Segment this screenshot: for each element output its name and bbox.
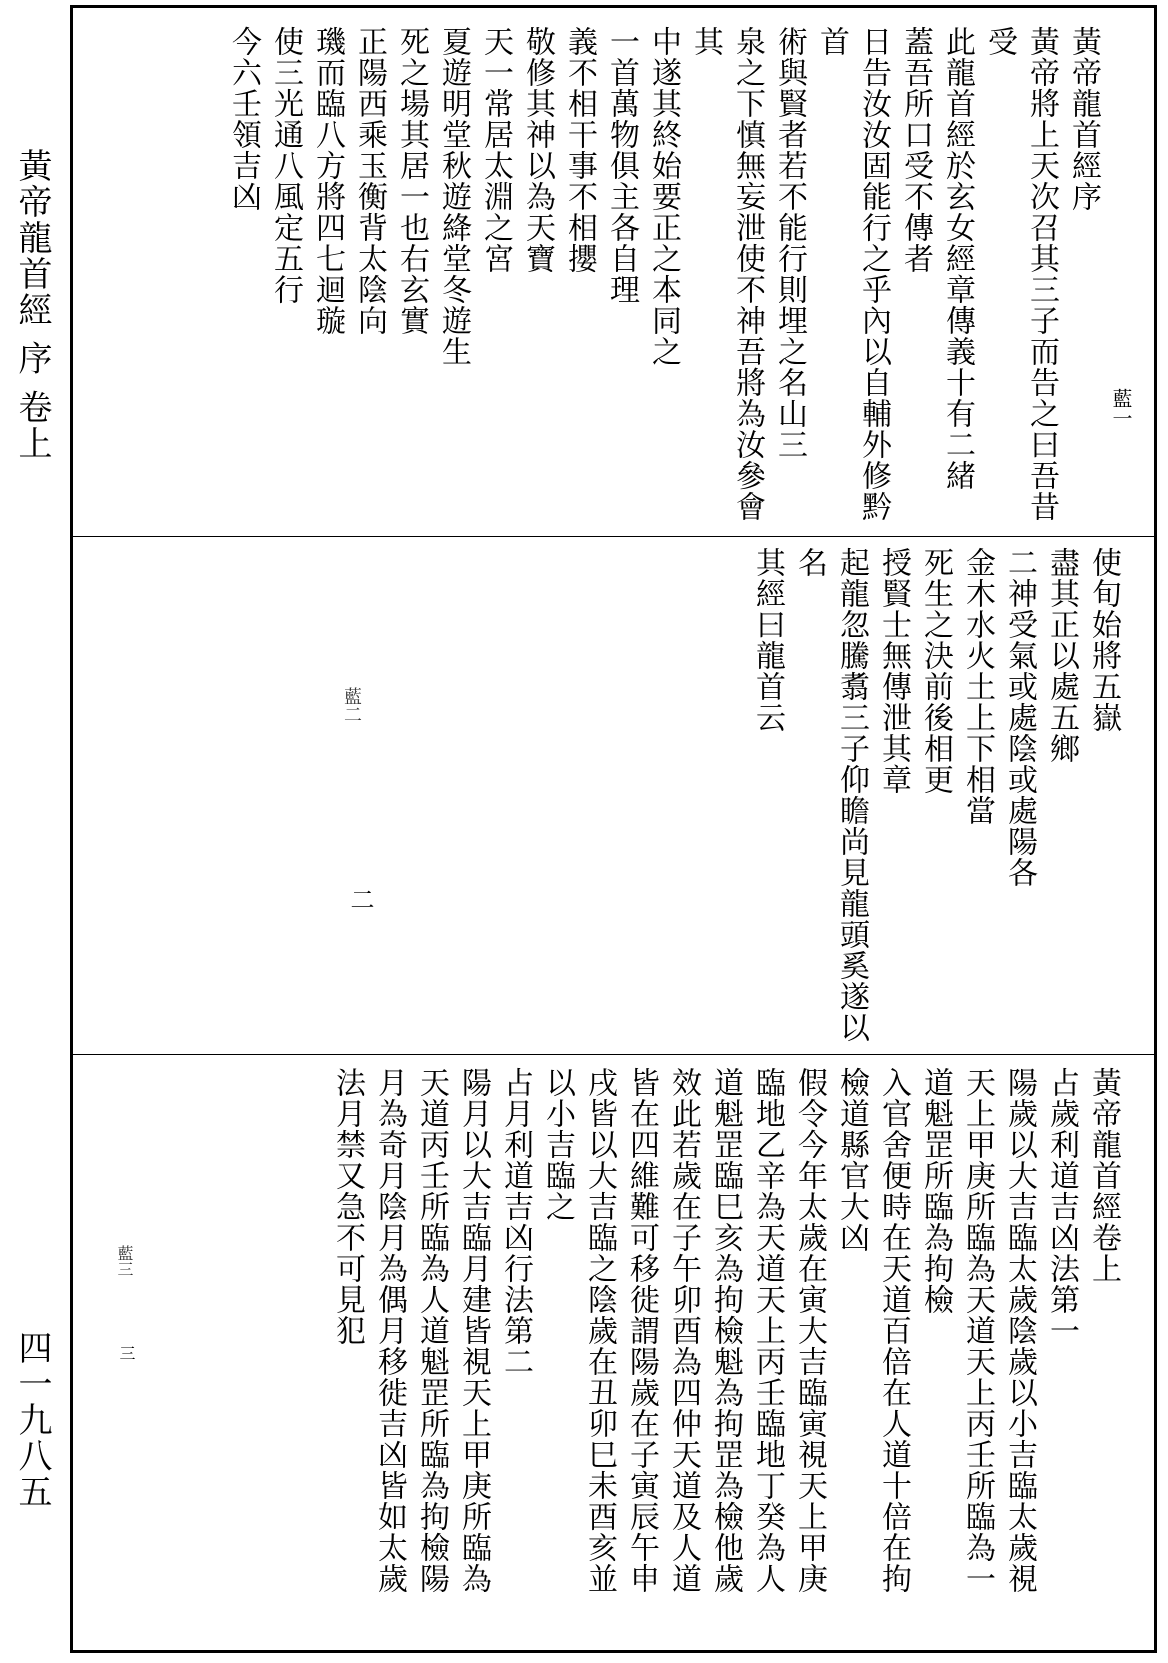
book-title: 黃帝龍首經 序 卷上 (12, 148, 52, 462)
panel-volume-one (73, 1054, 1154, 1650)
panel-page-number: 三 (117, 1345, 136, 1361)
panel-tag: 藍一 (1109, 388, 1133, 428)
panel-tag: 藍二 (341, 687, 362, 723)
panel-preface (73, 8, 1154, 536)
panel-page-number: 二 (346, 887, 374, 911)
page-frame (70, 5, 1157, 1653)
volume-one-text: 黃帝龍首經卷上 占歲利道吉凶法第一 陽歲以大吉臨太歲陰歲以小吉臨太歲視 天上甲庚所臨為天道天上丙壬所臨為一 道魁罡所臨為拘檢 入官舍便時在天道百倍在人道十倍在拘 檢道縣官大凶 假令今年太歲在寅大吉臨寅視天上甲庚 臨地乙辛為天道天上丙壬臨地丁癸為人 道魁罡臨巳亥為拘檢魁為拘罡為檢他歲 效此若歲在子午卯酉為四仲天道及人道 皆在四維難可移徙謂陽歲在子寅辰午申 戌皆以大吉臨之陰歲在丑卯巳未酉亥並 以小吉臨之 占月利道吉凶行法第二 陽月以大吉臨月建皆視天上甲庚所臨為 天道丙壬所臨為人道魁罡所臨為拘檢陽 月為奇月陰月為偶月移徙吉凶皆如太歲 法月禁又急不可見犯 (330, 1067, 1121, 1594)
preface-end-text: 使旬始將五嶽 盡其正以處五鄉 二神受氣或處陰或處陽各 金木水火土上下相當 死生之決前後相更 授賢士無傳泄其章 起龍忽騰翥三子仰瞻尚見龍頭奚遂以名 其經曰龍首云 (750, 547, 1121, 1043)
panel-preface-end (73, 536, 1154, 1054)
margin-column (0, 0, 68, 1663)
preface-text: 黃帝龍首經序 黃帝將上天次召其三子而告之曰吾昔受 此龍首經於玄女經章傳義十有二緒 蓋吾所口受不傳者 日告汝汝固能行之乎內以自輔外修黔首 術與賢者若不能行則埋之名山三 泉之下慎無妄泄使不神吾將為汝參會其 中遂其終始要正之本同之 一首萬物俱主各自理 義不相干事不相攖 敬修其神以為天寶 天一常居太淵之宮 夏遊明堂秋遊絳堂冬遊生 死之場其居一也右玄實 正陽西乘玉衡背太陰向 璣而臨八方將四七迴璇 使三光通八風定五行 今六壬領吉凶 (226, 26, 1101, 522)
panel-tag: 藍三 (115, 1245, 134, 1277)
page-number: 四一九八五 (12, 1330, 52, 1510)
